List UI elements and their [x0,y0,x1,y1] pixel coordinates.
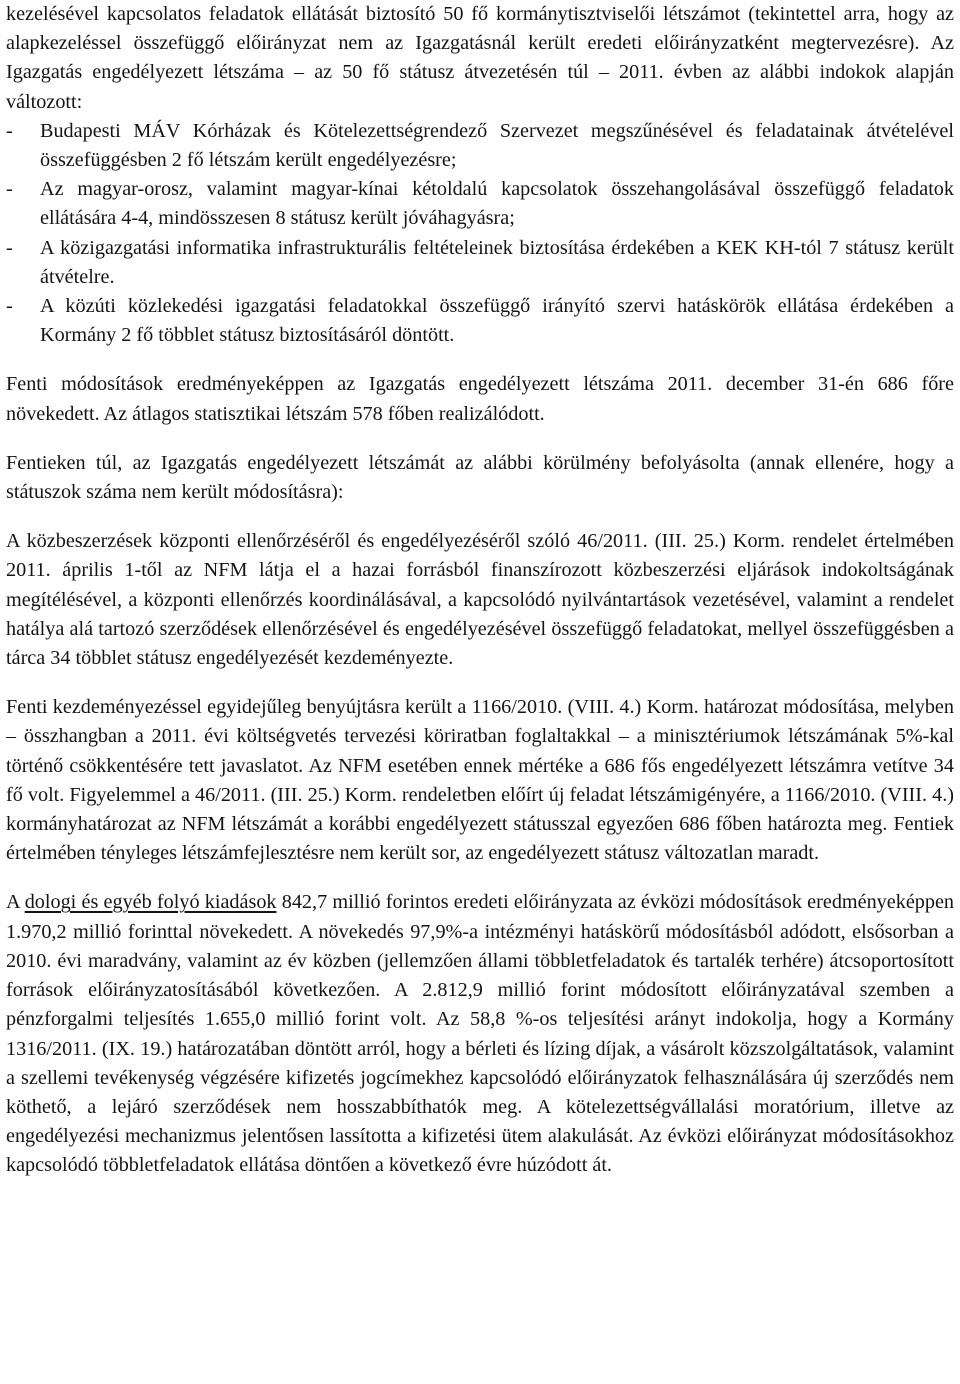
change-reasons-list [6,117,954,351]
headcount-result-paragraph: Fenti módosítások eredményeképpen az Igazgatás engedélyezett létszáma 2011. december 31-én 686 főre növekedett. Az átlagos statisztikai létszám 578 főben realizálódott. [6,373,954,425]
underlined-term: dologi és egyéb folyó kiadások [24,891,277,914]
list-marker: - [6,119,13,142]
paragraph-body: 842,7 millió forintos eredeti előirányzata az évközi módosítások eredményeképpen 1.970,2 millió forinttal növekedett. A növekedés 97,9%-a intézményi hatáskörű módosításból adódott, elsősorban a 2010. évi maradvány, valamint az év közben (jellemzően állami többletfeladatok és tartalék terhére) átcsoportosított források előirányzatosításából következően. A 2.812,9 millió forint módosított előirányzatával szemben a pénzforgalmi teljesítés 1.655,0 millió forint volt. Az 58,8 %-os teljesítési arányt indokolja, hogy a Kormány 1316/2011. (IX. 19.) határozatában döntött arról, hogy a bérleti és lízing díjak, a vásárolt közszolgáltatások, valamint a szellemi tevékenység végzésére kifizetés jogcímekhez kapcsolódó előirányzatok felhasználására új szerződés nem köthető, a lejáró szerződések nem hosszabbíthatók meg. A kötelezettségvállalási moratórium, illetve az engedélyezési mechanizmus jelentősen lassította a kifizetési ütem alakulását. Az évközi előirányzat módosításokhoz kapcsolódó többletfeladatok ellátása döntően a következő évre húzódott át. [6,891,955,1177]
list-item [6,175,954,233]
circumstance-intro-paragraph: Fentieken túl, az Igazgatás engedélyezett létszámát az alábbi körülmény befolyásolta (annak ellenére, hogy a státuszok száma nem került módosításra): [6,451,954,504]
procurement-decree-paragraph: A közbeszerzések központi ellenőrzéséről és engedélyezéséről szóló 46/2011. (III. 25.) Korm. rendelet értelmében 2011. április 1-től az NFM látja el a hazai forrásból finanszírozott közbeszerzési eljárások indokoltságának megítélésével, a központi ellenőrzés koordinálásával, a kapcsolódó nyilvántartások vezetésével, valamint a rendelet hatálya alá tartozó szerződések ellenőrzésével és engedélyezésével összefüggő feladatokat, mellyel összefüggésben a tárca 34 többlet státusz engedélyezését kezdeményezte. [6,530,954,670]
operating-expenses-paragraph [6,888,954,1180]
paragraph-lead: A [6,891,20,914]
list-item-text: Budapesti MÁV Kórházak és Kötelezettségrendező Szervezet megszűnésével és feladatainak átvételével összefüggésben 2 fő létszám került engedélyezésre; [40,119,954,172]
list-item [6,117,954,175]
list-item-text: Az magyar-orosz, valamint magyar-kínai kétoldalú kapcsolatok összehangolásával összefüggő feladatok ellátására 4-4, mindösszesen 8 státusz került jóváhagyásra; [40,178,954,230]
government-resolution-paragraph: Fenti kezdeményezéssel egyidejűleg benyújtásra került a 1166/2010. (VIII. 4.) Korm. határozat módosítása, melyben – összhangban a 2011. évi költségvetés tervezési köriratban foglaltakkal – a minisztériumok létszámának 5%-kal történő csökkentésére tett javaslatot. Az NFM esetében ennek mértéke a 686 fős engedélyezett létszámra vetítve 34 fő volt. Figyelemmel a 46/2011. (III. 25.) Korm. rendeletben előírt új feladat létszámigényére, a 1166/2010. (VIII. 4.) kormányhatározat az NFM létszámát a korábbi engedélyezett státusszal egyezően 686 főben határozta meg. Fentiek értelmében tényleges létszámfejlesztésre nem került sor, az engedélyezett státusz változatlan maradt. [6,696,954,865]
list-item-text: A közigazgatási informatika infrastrukturális feltételeinek biztosítása érdekében a KEK KH-tól 7 státusz került átvételre. [40,236,954,288]
list-marker: - [6,178,13,201]
list-item-text: A közúti közlekedési igazgatási feladatokkal összefüggő irányító szervi hatáskörök ellátása érdekében a Kormány 2 fő többlet státusz biztosításáról döntött. [40,295,954,347]
list-item [6,292,954,350]
list-marker: - [6,236,13,259]
list-item [6,234,954,292]
list-marker: - [6,295,13,318]
intro-paragraph: kezelésével kapcsolatos feladatok ellátását biztosító 50 fő kormánytisztviselői létszámot (tekintettel arra, hogy az alapkezeléssel összefüggő előirányzat nem az Igazgatásnál került eredeti előirányzatként megtervezésre). Az Igazgatás engedélyezett létszáma – az 50 fő státusz átvezetésén túl – 2011. évben az alábbi indokok alapján változott: [6,3,954,113]
